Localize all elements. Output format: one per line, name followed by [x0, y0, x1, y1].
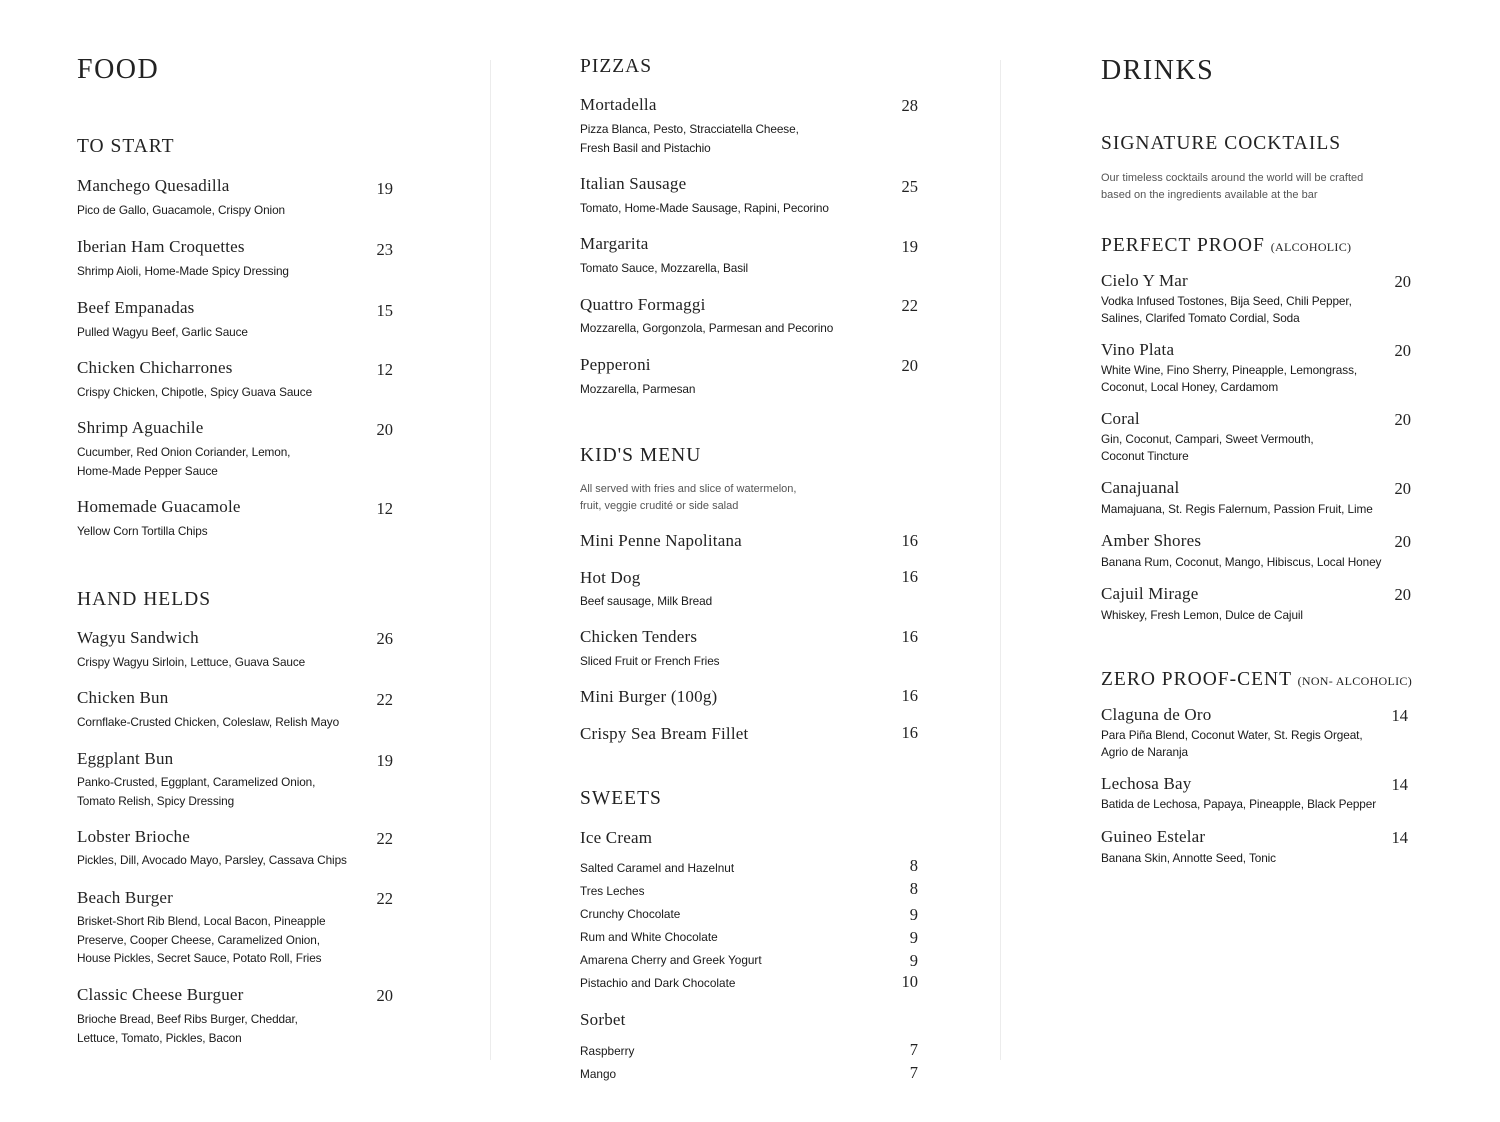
drink-item-name: Canajuanal [1101, 478, 1180, 497]
menu-item-price: 16 [901, 627, 918, 646]
sweet-item-name: Mango [580, 1067, 617, 1081]
drink-item-description: Batida de Lechosa, Papaya, Pineapple, Black Pepper [1101, 797, 1377, 811]
menu-item-price: 12 [376, 360, 393, 379]
menu-item-description: Pickles, Dill, Avocado Mayo, Parsley, Cassava Chips [77, 853, 347, 867]
drink-item-price: 20 [1394, 410, 1411, 429]
drink-item-price: 20 [1394, 341, 1411, 360]
menu-item-name: Classic Cheese Burguer [77, 985, 244, 1004]
menu-item-price: 23 [376, 240, 393, 259]
menu-item-price: 15 [376, 301, 393, 320]
menu-item-price: 28 [901, 96, 918, 115]
drink-item-name: Cajuil Mirage [1101, 584, 1199, 603]
menu-item-name: Manchego Quesadilla [77, 176, 230, 195]
menu-item-description: Panko-Crusted, Eggplant, Caramelized Onion, Tomato Relish, Spicy Dressing [77, 775, 316, 808]
signature-cocktails-note: Our timeless cocktails around the world will be crafted based on the ingredients available at the bar [1101, 172, 1364, 201]
menu-item-name: Eggplant Bun [77, 749, 174, 768]
menu-item-price: 12 [376, 499, 393, 518]
menu-item-description: Tomato Sauce, Mozzarella, Basil [580, 261, 749, 275]
menu-item-price: 22 [376, 829, 393, 848]
sweet-item-price: 7 [909, 1040, 918, 1059]
menu-item-price: 20 [376, 986, 393, 1005]
menu-item-name: Beef Empanadas [77, 298, 195, 317]
menu-item-price: 16 [901, 531, 918, 550]
menu-item-name: Mini Penne Napolitana [580, 531, 742, 550]
sweets-title: SWEETS [580, 788, 662, 809]
menu-item-price: 19 [376, 179, 393, 198]
menu-item-description: Sliced Fruit or French Fries [580, 654, 720, 668]
drink-item-name: Lechosa Bay [1101, 774, 1192, 793]
menu-item-description: Crispy Chicken, Chipotle, Spicy Guava Sauce [77, 385, 313, 399]
drink-item-price: 20 [1394, 532, 1411, 551]
sweet-item-name: Pistachio and Dark Chocolate [580, 976, 736, 990]
zero-proof-subtitle: (NON- ALCOHOLIC) [1297, 674, 1413, 688]
menu-item-price: 16 [901, 723, 918, 742]
menu-item-price: 25 [901, 177, 918, 196]
perfect-proof-label: PERFECT PROOF [1101, 235, 1265, 256]
kids-menu-title: KID'S MENU [580, 445, 702, 466]
hand-helds-title: HAND HELDS [77, 589, 212, 610]
signature-cocktails-title: SIGNATURE COCKTAILS [1101, 133, 1342, 154]
drink-item-name: Coral [1101, 409, 1140, 428]
drink-item-description: Banana Skin, Annotte Seed, Tonic [1101, 851, 1276, 865]
drink-item-description: Whiskey, Fresh Lemon, Dulce de Cajuil [1101, 608, 1303, 622]
drink-item-price: 20 [1394, 479, 1411, 498]
menu-item-description: Mozzarella, Gorgonzola, Parmesan and Pecorino [580, 321, 834, 335]
ice-cream-title: Ice Cream [580, 828, 653, 847]
menu-item-name: Homemade Guacamole [77, 497, 241, 516]
menu-item-description: Cornflake-Crusted Chicken, Coleslaw, Relish Mayo [77, 715, 340, 729]
perfect-proof-title [1101, 235, 1351, 257]
menu-item-name: Iberian Ham Croquettes [77, 237, 245, 256]
menu-item-name: Margarita [580, 234, 649, 253]
drinks-title: DRINKS [1101, 55, 1215, 86]
menu-item-price: 16 [901, 686, 918, 705]
sweet-item-name: Rum and White Chocolate [580, 930, 718, 944]
menu-item-price: 26 [376, 629, 393, 648]
menu-item-name: Chicken Tenders [580, 627, 698, 646]
sweet-item-name: Amarena Cherry and Greek Yogurt [580, 953, 762, 967]
menu-item-description: Pulled Wagyu Beef, Garlic Sauce [77, 325, 248, 339]
menu-item-price: 22 [376, 690, 393, 709]
drink-item-description: Vodka Infused Tostones, Bija Seed, Chili Pepper, Salines, Clarifed Tomato Cordial, Soda [1101, 294, 1352, 325]
sweet-item-price: 10 [901, 972, 918, 991]
column-divider-left [490, 60, 491, 1060]
sweet-item-name: Salted Caramel and Hazelnut [580, 861, 735, 875]
pizzas-title: PIZZAS [580, 56, 653, 77]
menu-item-price: 19 [376, 751, 393, 770]
drink-item-price: 14 [1391, 706, 1408, 725]
menu-item-name: Pepperoni [580, 355, 651, 374]
menu-item-name: Italian Sausage [580, 174, 687, 193]
menu-item-price: 16 [901, 567, 918, 586]
menu-item-name: Quattro Formaggi [580, 295, 706, 314]
sorbet-title: Sorbet [580, 1010, 626, 1029]
menu-item-price: 22 [901, 296, 918, 315]
drink-item-name: Amber Shores [1101, 531, 1202, 550]
menu-item-description: Brioche Bread, Beef Ribs Burger, Cheddar, Lettuce, Tomato, Pickles, Bacon [77, 1012, 298, 1045]
menu-item-name: Lobster Brioche [77, 827, 190, 846]
kids-menu-note: All served with fries and slice of watermelon, fruit, veggie crudité or side salad [580, 483, 797, 512]
menu-item-price: 19 [901, 237, 918, 256]
menu-item-name: Mini Burger (100g) [580, 687, 718, 706]
sweet-item-price: 8 [909, 856, 918, 875]
menu-item-name: Beach Burger [77, 888, 174, 907]
drink-item-description: Para Piña Blend, Coconut Water, St. Regis Orgeat, Agrio de Naranja [1101, 728, 1363, 759]
drink-item-name: Cielo Y Mar [1101, 271, 1188, 290]
drink-item-description: Gin, Coconut, Campari, Sweet Vermouth, Coconut Tincture [1101, 432, 1314, 463]
sweet-item-name: Tres Leches [580, 884, 645, 898]
menu-item-description: Mozzarella, Parmesan [580, 382, 696, 396]
menu-item-price: 22 [376, 889, 393, 908]
sweet-item-price: 9 [909, 951, 918, 970]
menu-item-name: Hot Dog [580, 568, 641, 587]
menu-item-price: 20 [376, 420, 393, 439]
menu-item-price: 20 [901, 356, 918, 375]
menu-item-name: Chicken Bun [77, 688, 169, 707]
menu-item-name: Shrimp Aguachile [77, 418, 204, 437]
drink-item-price: 14 [1391, 828, 1408, 847]
sweet-item-price: 8 [909, 879, 918, 898]
menu-item-description: Shrimp Aioli, Home-Made Spicy Dressing [77, 264, 289, 278]
menu-item-description: Yellow Corn Tortilla Chips [77, 524, 208, 538]
to-start-title: TO START [77, 136, 175, 157]
food-title: FOOD [77, 54, 160, 85]
drink-item-name: Guineo Estelar [1101, 827, 1206, 846]
sweet-item-price: 7 [909, 1063, 918, 1082]
menu-item-description: Brisket-Short Rib Blend, Local Bacon, Pineapple Preserve, Cooper Cheese, Caramelized Onion, House Pickles, Secret Sauce, Potato Roll, Fries [77, 914, 326, 965]
drink-item-price: 20 [1394, 272, 1411, 291]
drink-item-price: 14 [1391, 775, 1408, 794]
menu-item-name: Chicken Chicharrones [77, 358, 233, 377]
drink-item-price: 20 [1394, 585, 1411, 604]
menu-item-description: Tomato, Home-Made Sausage, Rapini, Pecorino [580, 201, 829, 215]
menu-item-description: Cucumber, Red Onion Coriander, Lemon, Home-Made Pepper Sauce [77, 445, 291, 478]
menu-item-description: Beef sausage, Milk Bread [580, 594, 713, 608]
menu-item-description: Pizza Blanca, Pesto, Stracciatella Cheese, Fresh Basil and Pistachio [580, 122, 799, 155]
sweet-item-price: 9 [909, 928, 918, 947]
drink-item-description: Mamajuana, St. Regis Falernum, Passion Fruit, Lime [1101, 502, 1373, 516]
perfect-proof-subtitle: (ALCOHOLIC) [1270, 240, 1352, 254]
menu-item-name: Mortadella [580, 95, 657, 114]
zero-proof-label: ZERO PROOF-CENT [1101, 669, 1292, 690]
menu-item-name: Crispy Sea Bream Fillet [580, 724, 749, 743]
menu-item-description: Pico de Gallo, Guacamole, Crispy Onion [77, 203, 285, 217]
drink-item-name: Vino Plata [1101, 340, 1175, 359]
sweet-item-price: 9 [909, 905, 918, 924]
column-divider-right [1000, 60, 1001, 1060]
drink-item-description: Banana Rum, Coconut, Mango, Hibiscus, Local Honey [1101, 555, 1382, 569]
menu-item-name: Wagyu Sandwich [77, 628, 199, 647]
drink-item-description: White Wine, Fino Sherry, Pineapple, Lemongrass, Coconut, Local Honey, Cardamom [1101, 363, 1358, 394]
menu-item-description: Crispy Wagyu Sirloin, Lettuce, Guava Sauce [77, 655, 306, 669]
sweet-item-name: Crunchy Chocolate [580, 907, 681, 921]
sweet-item-name: Raspberry [580, 1044, 635, 1058]
zero-proof-title [1101, 669, 1412, 691]
drink-item-name: Claguna de Oro [1101, 705, 1212, 724]
